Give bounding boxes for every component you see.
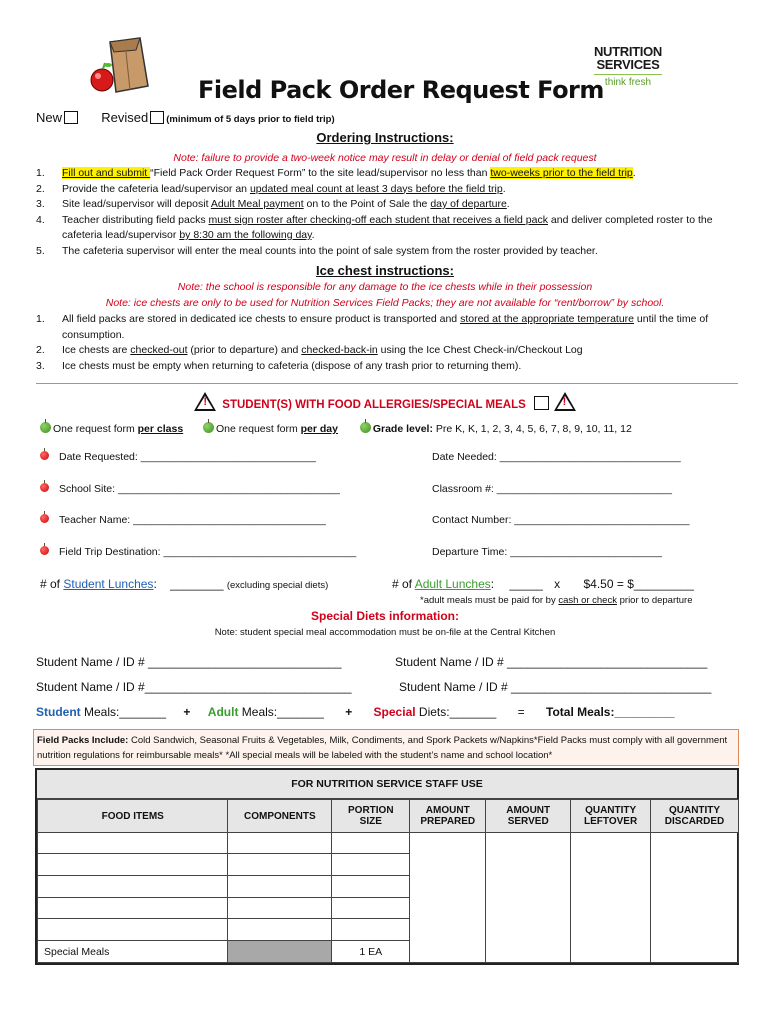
logo-line1: NUTRITION [593, 44, 663, 59]
student-id-field[interactable]: Student Name / ID # ______________________________ [399, 680, 712, 694]
column-header: AMOUNT SERVED [486, 800, 571, 833]
school-site-field[interactable]: School Site: ______________________________________ [40, 483, 340, 495]
special-meals-cell: Special Meals [38, 941, 228, 963]
field-packs-text: Cold Sandwich, Seasonal Fruits & Vegetables, Milk, Condiments, and Spork Packets w/Napkins*Field Packs must comply with all government nutrition regulations for reimbursable meals* *All special meals will be labeled with the student’s name and school location* [37, 735, 728, 761]
date-requested-field[interactable]: Date Requested: ______________________________ [40, 451, 316, 463]
student-id-field[interactable]: Student Name / ID # _____________________________ [36, 655, 342, 669]
special-diets-note: Note: student special meal accommodation must be on-file at the Central Kitchen [214, 627, 556, 638]
warning-icon [194, 392, 216, 411]
column-header: QUANTITY DISCARDED [651, 800, 739, 833]
ordering-list [36, 166, 726, 259]
adult-lunches-link: Adult Lunches [414, 577, 491, 591]
ice-note-2: Note: ice chests are only to be used for Nutrition Services Field Packs; they are not available for “rent/borrow” by school. [105, 297, 665, 309]
contact-number-field[interactable]: Contact Number: ______________________________ [432, 514, 690, 526]
logo-divider [594, 74, 662, 75]
ordering-item: 1. Fill out and submit “Field Pack Order Request Form” to the site lead/supervisor no less than two-weeks prior to the field trip. [36, 167, 636, 179]
portion-size-cell: 1 EA [332, 941, 410, 963]
revised-label: Revised [101, 110, 149, 125]
apple-bullet-icon[interactable] [360, 422, 371, 433]
ordering-note: Note: failure to provide a two-week notice may result in delay or denial of field pack request [173, 152, 597, 164]
logo-line2: SERVICES [596, 57, 660, 72]
column-header: FOOD ITEMS [38, 800, 228, 833]
red-apple-bullet-icon [40, 546, 49, 555]
ice-note-1: Note: the school is responsible for any damage to the ice chests while in their possession [177, 281, 593, 293]
date-needed-field[interactable]: Date Needed: _______________________________ [432, 451, 681, 463]
adult-lunches-row[interactable]: # of Adult Lunches: _____ x $4.50 = $_________ [392, 577, 694, 591]
red-apple-bullet-icon [40, 483, 49, 492]
table-row [38, 833, 739, 854]
adult-payment-note: *adult meals must be paid for by cash or check prior to departure [420, 595, 693, 606]
ice-list [36, 312, 726, 374]
column-header: PORTION SIZE [332, 800, 410, 833]
logo-tagline: think fresh [604, 77, 652, 88]
student-id-field[interactable]: Student Name / ID #_______________________________ [36, 680, 352, 694]
allergy-heading-row [0, 392, 770, 411]
ice-heading: Ice chest instructions: [316, 263, 454, 278]
ordering-item: 5. The cafeteria supervisor will enter the meal counts into the point of sale system from the roster provided by teacher. [36, 244, 598, 257]
form-status-row [36, 110, 335, 125]
lunch-bag-icon [88, 36, 160, 98]
allergy-heading: STUDENT(S) WITH FOOD ALLERGIES/SPECIAL MEALS [222, 399, 526, 411]
new-checkbox[interactable] [64, 111, 78, 124]
ice-item: 1. All field packs are stored in dedicated ice chests to ensure product is transported and stored at the appropriate temperature until the time of consumption. [36, 313, 709, 341]
ordering-heading: Ordering Instructions: [316, 130, 454, 145]
staff-use-heading: FOR NUTRITION SERVICE STAFF USE [37, 770, 737, 799]
ice-item: 2. Ice chests are checked-out (prior to departure) and checked-back-in using the Ice Chest Check-in/Checkout Log [36, 344, 583, 356]
staff-use-section [35, 768, 739, 965]
student-lunches-link: Student Lunches [63, 577, 154, 591]
warning-icon [554, 392, 576, 411]
teacher-name-field[interactable]: Teacher Name: _________________________________ [40, 514, 326, 526]
destination-field[interactable]: Field Trip Destination: _________________________________ [40, 546, 356, 558]
ordering-item: 2. Provide the cafeteria lead/supervisor an updated meal count at least 3 days before the field trip. [36, 182, 506, 195]
ice-item: 3. Ice chests must be empty when returning to cafeteria (dispose of any trash prior to returning them). [36, 359, 522, 372]
classroom-field[interactable]: Classroom #: ______________________________ [432, 483, 672, 495]
student-lunches-row[interactable]: # of Student Lunches: ________ (excluding special diets) [40, 577, 329, 591]
ordering-item: 4. Teacher distributing field packs must sign roster after checking-off each student that receives a field pack and deliver completed roster to the cafeteria lead/supervisor by 8:30 am the following day. [36, 213, 713, 241]
student-id-field[interactable]: Student Name / ID # ______________________________ [395, 655, 708, 669]
minimum-notice: (minimum of 5 days prior to field trip) [166, 114, 335, 125]
red-apple-bullet-icon [40, 451, 49, 460]
apple-bullet-icon[interactable] [40, 422, 51, 433]
options-row: One request form per class One request form per day Grade level: Pre K, K, 1, 2, 3, 4, 5, 6, 7, 8, 9, 10, 11, 12 [40, 422, 632, 435]
field-packs-label: Field Packs Include: [37, 735, 129, 746]
special-diets-heading: Special Diets information: [310, 609, 460, 623]
column-header: AMOUNT PREPARED [410, 800, 486, 833]
field-packs-box [33, 729, 739, 766]
staff-use-table [37, 799, 739, 963]
revised-checkbox[interactable] [150, 111, 164, 124]
ordering-item: 3. Site lead/supervisor will deposit Adult Meal payment on to the Point of Sale the day of departure. [36, 198, 510, 210]
page-title: Field Pack Order Request Form [198, 76, 604, 104]
shaded-cell [228, 941, 332, 963]
lunch-bag-clipart [88, 36, 160, 98]
column-header: COMPONENTS [228, 800, 332, 833]
section-divider [36, 383, 738, 384]
totals-row[interactable]: Student Meals:_______ + Adult Meals:_______ + Special Diets:_______ = Total Meals:_________ [36, 705, 675, 719]
departure-time-field[interactable]: Departure Time: __________________________ [432, 546, 663, 558]
new-label: New [36, 110, 63, 125]
red-apple-bullet-icon [40, 514, 49, 523]
allergy-checkbox[interactable] [534, 396, 549, 410]
column-header: QUANTITY LEFTOVER [571, 800, 651, 833]
apple-bullet-icon[interactable] [203, 422, 214, 433]
